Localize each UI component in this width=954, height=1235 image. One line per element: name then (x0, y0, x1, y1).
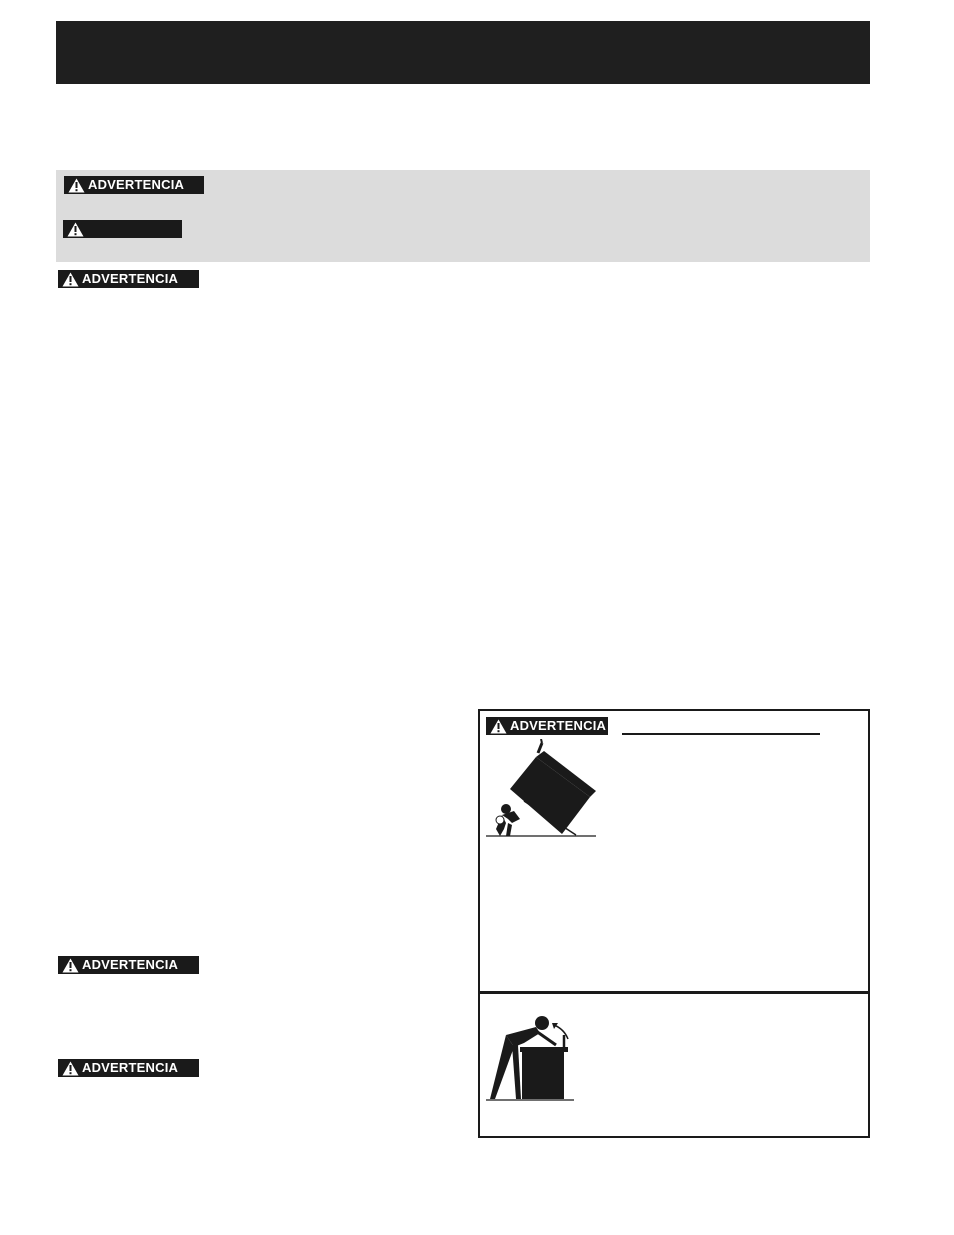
header-bar (56, 21, 870, 84)
person-checking-range-illustration-icon (484, 1005, 576, 1105)
panel-warning-badge (486, 717, 608, 735)
warning-triangle-icon (62, 272, 79, 287)
section-warning-badge (58, 270, 199, 288)
warning-badge (64, 176, 204, 194)
panel-warning-label: ADVERTENCIA (510, 718, 607, 733)
left-warning-badge-2 (58, 1059, 199, 1077)
panel-divider (480, 991, 868, 994)
caution-badge (63, 220, 182, 238)
warning-badge-label: ADVERTENCIA (88, 177, 185, 192)
left-warning-label-2: ADVERTENCIA (82, 1060, 179, 1075)
warning-triangle-icon (490, 719, 507, 734)
tipping-range-illustration-icon (484, 739, 600, 839)
warning-triangle-icon (67, 222, 84, 237)
anti-tip-warning-panel (478, 709, 870, 1138)
panel-heading-rule (622, 733, 820, 735)
warning-triangle-icon (68, 178, 85, 193)
warning-triangle-icon (62, 1061, 79, 1076)
warning-triangle-icon (62, 958, 79, 973)
section-warning-label: ADVERTENCIA (82, 271, 179, 286)
left-warning-badge-1 (58, 956, 199, 974)
left-warning-label-1: ADVERTENCIA (82, 957, 179, 972)
